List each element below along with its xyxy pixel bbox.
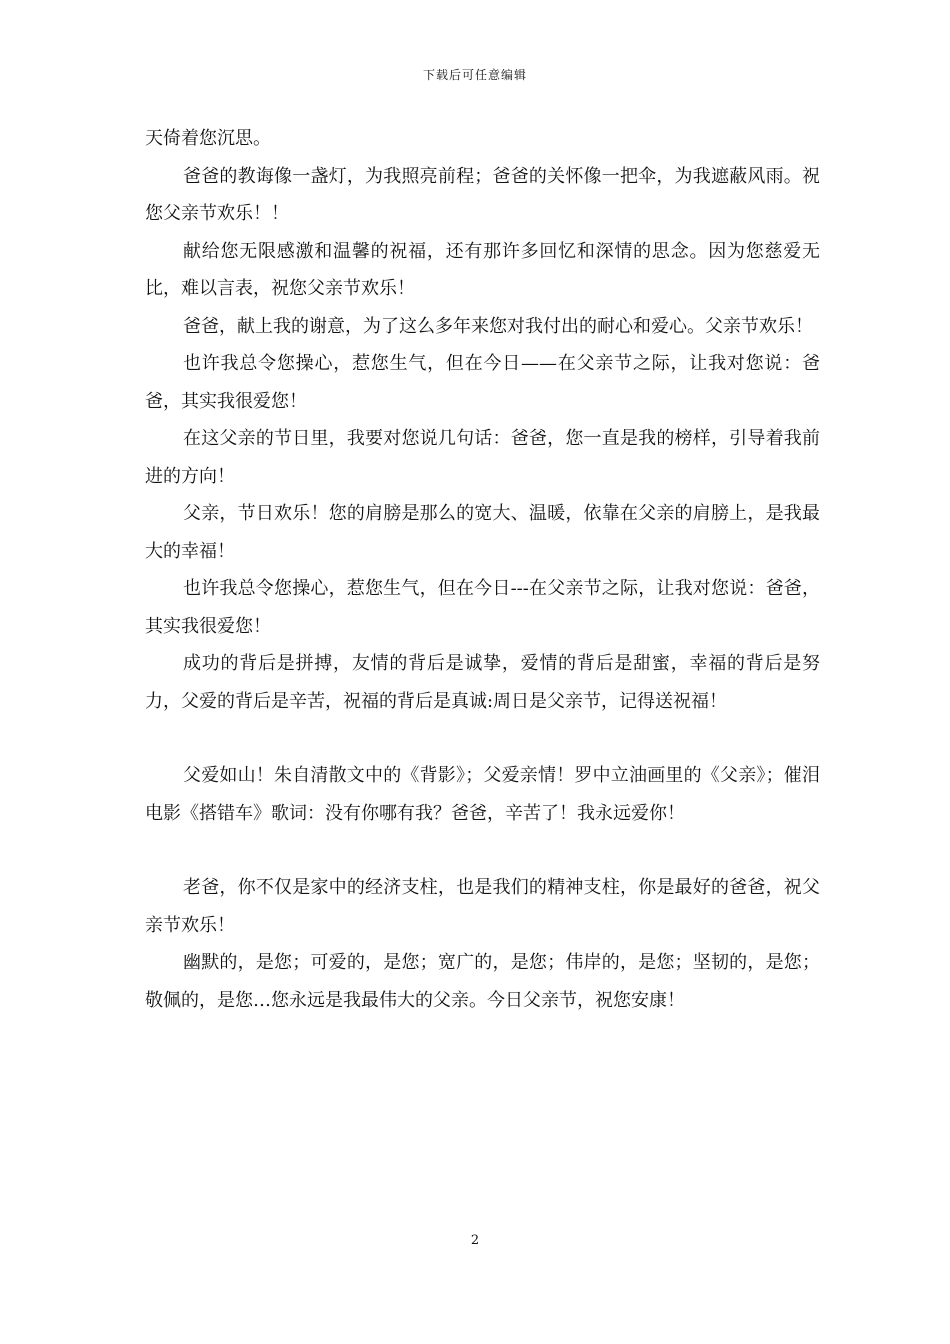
paragraph: 父爱如山！朱自清散文中的《背影》；父爱亲情！罗中立油画里的《父亲》；催泪电影《搭错车》歌词：没有你哪有我？爸爸，辛苦了！我永远爱你！ bbox=[145, 765, 820, 824]
paragraph: 在这父亲的节日里，我要对您说几句话：爸爸，您一直是我的榜样，引导着我前进的方向！ bbox=[145, 428, 820, 487]
paragraph: 爸爸的教诲像一盏灯，为我照亮前程；爸爸的关怀像一把伞，为我遮蔽风雨。祝您父亲节欢乐！！ bbox=[145, 165, 820, 224]
paragraph: 也许我总令您操心，惹您生气，但在今日——在父亲节之际，让我对您说：爸爸，其实我很爱您！ bbox=[145, 353, 820, 412]
page-number: 2 bbox=[470, 1233, 480, 1248]
paragraph-continuation: 天倚着您沉思。 bbox=[145, 128, 271, 149]
paragraph: 也许我总令您操心，惹您生气，但在今日---在父亲节之际，让我对您说：爸爸，其实我很爱您！ bbox=[145, 578, 820, 637]
paragraph: 爸爸，献上我的谢意，为了这么多年来您对我付出的耐心和爱心。父亲节欢乐！ bbox=[183, 315, 813, 337]
document-body bbox=[145, 120, 820, 1019]
paragraph: 父亲，节日欢乐！您的肩膀是那么的宽大、温暖，依靠在父亲的肩膀上，是我最大的幸福！ bbox=[145, 503, 820, 562]
paragraph: 献给您无限感激和温馨的祝福，还有那许多回忆和深情的思念。因为您慈爱无比，难以言表，祝您父亲节欢乐！ bbox=[145, 240, 820, 299]
paragraph: 老爸，你不仅是家中的经济支柱，也是我们的精神支柱，你是最好的爸爸，祝父亲节欢乐！ bbox=[145, 877, 820, 936]
paragraph: 成功的背后是拼搏，友情的背后是诚挚，爱情的背后是甜蜜，幸福的背后是努力，父爱的背后是辛苦，祝福的背后是真诚:周日是父亲节，记得送祝福！ bbox=[145, 653, 820, 712]
page-header-note: 下载后可任意编辑 bbox=[422, 68, 527, 82]
paragraph: 幽默的，是您；可爱的，是您；宽广的，是您；伟岸的，是您；坚韧的，是您；敬佩的，是您…您永远是我最伟大的父亲。今日父亲节，祝您安康！ bbox=[145, 952, 820, 1011]
